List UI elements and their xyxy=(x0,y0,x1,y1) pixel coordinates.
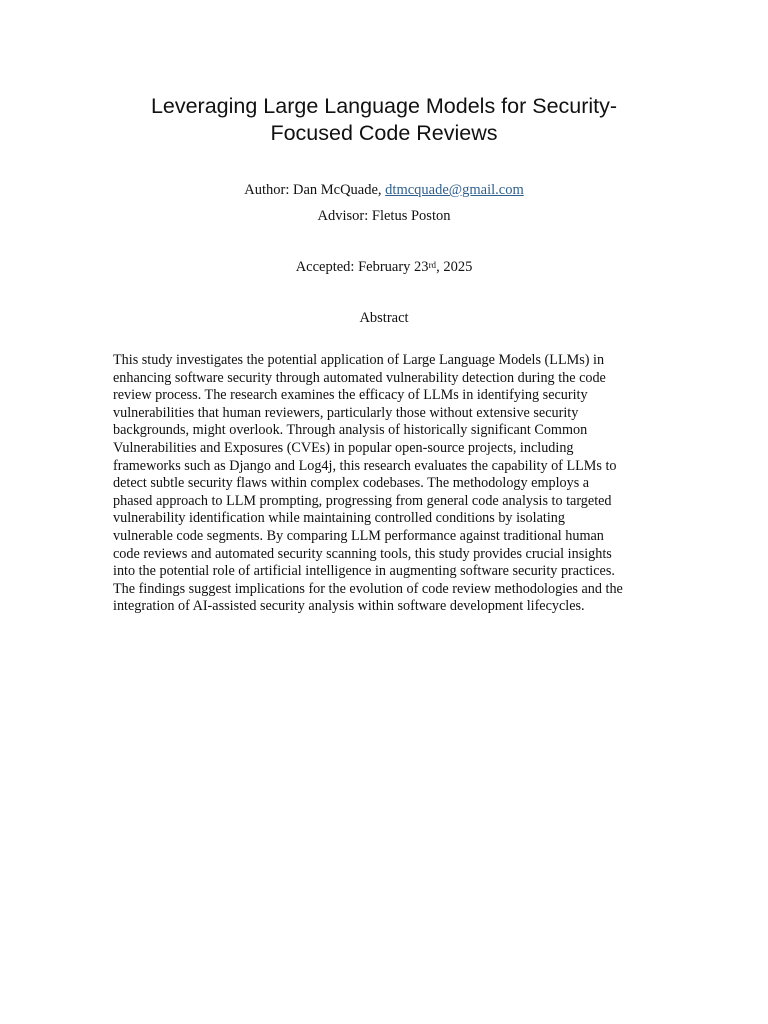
abstract-line: into the potential role of artificial intelligence in augmenting software security practices. xyxy=(113,563,615,580)
abstract-body xyxy=(113,352,673,616)
abstract-line: phased approach to LLM prompting, progressing from general code analysis to targeted xyxy=(113,492,612,509)
abstract-line: This study investigates the potential application of Large Language Models (LLMs) in xyxy=(113,352,605,368)
advisor-line: Advisor: Fletus Poston xyxy=(317,208,451,224)
accepted-date xyxy=(0,258,768,276)
abstract-line: integration of AI-assisted security analysis within software development lifecycles. xyxy=(113,598,585,615)
accepted-date-year: , 2025 xyxy=(436,259,473,275)
abstract-line: enhancing software security through automated vulnerability detection during the code xyxy=(113,369,606,386)
abstract-line: frameworks such as Django and Log4j, this research evaluates the capability of LLMs to xyxy=(113,457,617,474)
abstract-line: vulnerabilities that human reviewers, particularly those without extensive security xyxy=(113,404,579,421)
accepted-date-ordinal: rd xyxy=(428,260,437,270)
author-line xyxy=(0,181,768,199)
abstract-heading: Abstract xyxy=(359,310,409,326)
abstract-line: review process. The research examines the efficacy of LLMs in identifying security xyxy=(113,387,588,404)
abstract-line: Vulnerabilities and Exposures (CVEs) in popular open-source projects, including xyxy=(113,439,574,456)
title-line: Focused Code Reviews xyxy=(270,121,498,145)
author-email-link[interactable]: dtmcquade@gmail.com xyxy=(385,182,524,198)
title-line: Leveraging Large Language Models for Security- xyxy=(150,94,618,118)
abstract-line: code reviews and automated security scanning tools, this study provides crucial insights xyxy=(113,545,612,562)
abstract-line: detect subtle security flaws within complex codebases. The methodology employs a xyxy=(113,475,590,492)
abstract-line: backgrounds, might overlook. Through analysis of historically significant Common xyxy=(113,422,588,439)
abstract-line: vulnerability identification while maintaining controlled conditions by isolating xyxy=(113,510,565,527)
abstract-line: vulnerable code segments. By comparing LLM performance against traditional human xyxy=(113,527,604,544)
author-name: Author: Dan McQuade, xyxy=(244,182,386,198)
abstract-line: The findings suggest implications for the evolution of code review methodologies and the xyxy=(113,580,623,597)
accepted-date-main: Accepted: February 23 xyxy=(295,259,429,275)
paper-title xyxy=(120,93,648,147)
